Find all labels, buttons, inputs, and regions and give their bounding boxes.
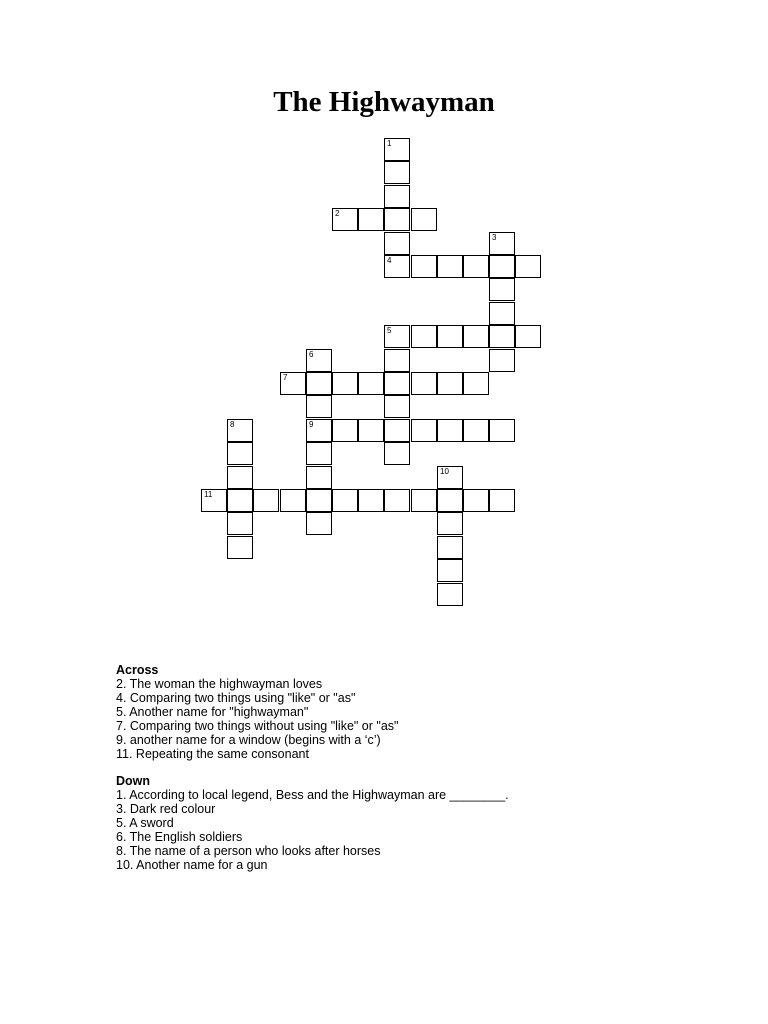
crossword-cell[interactable]	[227, 489, 253, 512]
crossword-cell[interactable]	[227, 419, 253, 442]
crossword-cell[interactable]	[463, 372, 489, 395]
crossword-cell[interactable]	[306, 489, 332, 512]
crossword-cell[interactable]	[489, 302, 515, 325]
clue-number: 5	[387, 326, 392, 335]
crossword-cell[interactable]	[201, 489, 227, 512]
crossword-cell[interactable]	[306, 512, 332, 535]
crossword-cell[interactable]	[515, 325, 541, 348]
crossword-cell[interactable]	[384, 161, 410, 184]
crossword-cell[interactable]	[306, 419, 332, 442]
crossword-cell[interactable]	[306, 372, 332, 395]
crossword-cell[interactable]	[358, 372, 384, 395]
down-heading: Down	[116, 774, 151, 788]
crossword-cell[interactable]	[489, 232, 515, 255]
crossword-cell[interactable]	[384, 489, 410, 512]
crossword-cell[interactable]	[489, 349, 515, 372]
across-clue-9: 9. another name for a window (begins with a ‘c’)	[116, 733, 381, 747]
crossword-cell[interactable]	[280, 489, 306, 512]
clue-number: 4	[387, 256, 392, 265]
crossword-cell[interactable]	[227, 466, 253, 489]
crossword-cell[interactable]	[437, 489, 463, 512]
crossword-cell[interactable]	[384, 419, 410, 442]
clue-number: 7	[283, 373, 288, 382]
crossword-cell[interactable]	[306, 442, 332, 465]
across-clue-5: 5. Another name for "highwayman"	[116, 705, 309, 719]
crossword-cell[interactable]	[384, 185, 410, 208]
clue-number: 9	[309, 420, 314, 429]
clue-number: 3	[492, 233, 497, 242]
crossword-cell[interactable]	[411, 325, 437, 348]
down-clue-8: 8. The name of a person who looks after horses	[116, 844, 381, 858]
crossword-cell[interactable]	[411, 255, 437, 278]
clue-number: 1	[387, 139, 392, 148]
crossword-cell[interactable]	[253, 489, 279, 512]
crossword-cell[interactable]	[411, 489, 437, 512]
crossword-cell[interactable]	[463, 419, 489, 442]
across-clue-2: 2. The woman the highwayman loves	[116, 677, 323, 691]
clue-number: 2	[335, 209, 340, 218]
crossword-cell[interactable]	[489, 278, 515, 301]
crossword-cell[interactable]	[280, 372, 306, 395]
crossword-cell[interactable]	[332, 419, 358, 442]
crossword-cell[interactable]	[463, 255, 489, 278]
crossword-cell[interactable]	[437, 372, 463, 395]
clue-number: 8	[230, 420, 235, 429]
crossword-cell[interactable]	[515, 255, 541, 278]
crossword-cell[interactable]	[489, 419, 515, 442]
across-clue-4: 4. Comparing two things using "like" or "as"	[116, 691, 356, 705]
crossword-cell[interactable]	[384, 395, 410, 418]
crossword-cell[interactable]	[411, 208, 437, 231]
crossword-cell[interactable]	[437, 583, 463, 606]
crossword-cell[interactable]	[437, 325, 463, 348]
crossword-cell[interactable]	[437, 255, 463, 278]
crossword-cell[interactable]	[332, 208, 358, 231]
crossword-cell[interactable]	[437, 559, 463, 582]
crossword-cell[interactable]	[384, 232, 410, 255]
crossword-cell[interactable]	[384, 208, 410, 231]
crossword-cell[interactable]	[384, 372, 410, 395]
down-clue-10: 10. Another name for a gun	[116, 858, 268, 872]
crossword-cell[interactable]	[489, 325, 515, 348]
clue-number: 10	[440, 467, 449, 476]
crossword-cell[interactable]	[463, 489, 489, 512]
crossword-cell[interactable]	[227, 512, 253, 535]
crossword-cell[interactable]	[384, 442, 410, 465]
crossword-cell[interactable]	[437, 512, 463, 535]
crossword-cell[interactable]	[332, 489, 358, 512]
across-clue-11: 11. Repeating the same consonant	[116, 747, 309, 761]
crossword-cell[interactable]	[358, 489, 384, 512]
across-clue-7: 7. Comparing two things without using "like" or "as"	[116, 719, 399, 733]
crossword-cell[interactable]	[384, 349, 410, 372]
crossword-cell[interactable]	[384, 255, 410, 278]
crossword-cell[interactable]	[384, 325, 410, 348]
crossword-cell[interactable]	[358, 419, 384, 442]
crossword-cell[interactable]	[411, 419, 437, 442]
crossword-cell[interactable]	[437, 466, 463, 489]
crossword-cell[interactable]	[306, 349, 332, 372]
crossword-cell[interactable]	[358, 208, 384, 231]
crossword-cell[interactable]	[437, 536, 463, 559]
crossword-cell[interactable]	[332, 372, 358, 395]
crossword-cell[interactable]	[489, 255, 515, 278]
clue-list	[116, 663, 676, 872]
clue-number: 6	[309, 350, 314, 359]
crossword-cell[interactable]	[227, 442, 253, 465]
down-clue-3: 3. Dark red colour	[116, 802, 216, 816]
page-title: The Highwayman	[273, 86, 495, 118]
crossword-cell[interactable]	[437, 419, 463, 442]
crossword-cell[interactable]	[306, 395, 332, 418]
crossword-cell[interactable]	[489, 489, 515, 512]
down-clue-1: 1. According to local legend, Bess and the Highwayman are ________.	[116, 788, 509, 802]
crossword-cell[interactable]	[463, 325, 489, 348]
crossword-cell[interactable]	[306, 466, 332, 489]
clue-number: 11	[204, 490, 213, 499]
crossword-cell[interactable]	[384, 138, 410, 161]
down-clue-5: 5. A sword	[116, 816, 174, 830]
across-heading: Across	[116, 663, 159, 677]
down-clue-6: 6. The English soldiers	[116, 830, 243, 844]
crossword-cell[interactable]	[227, 536, 253, 559]
crossword-cell[interactable]	[411, 372, 437, 395]
